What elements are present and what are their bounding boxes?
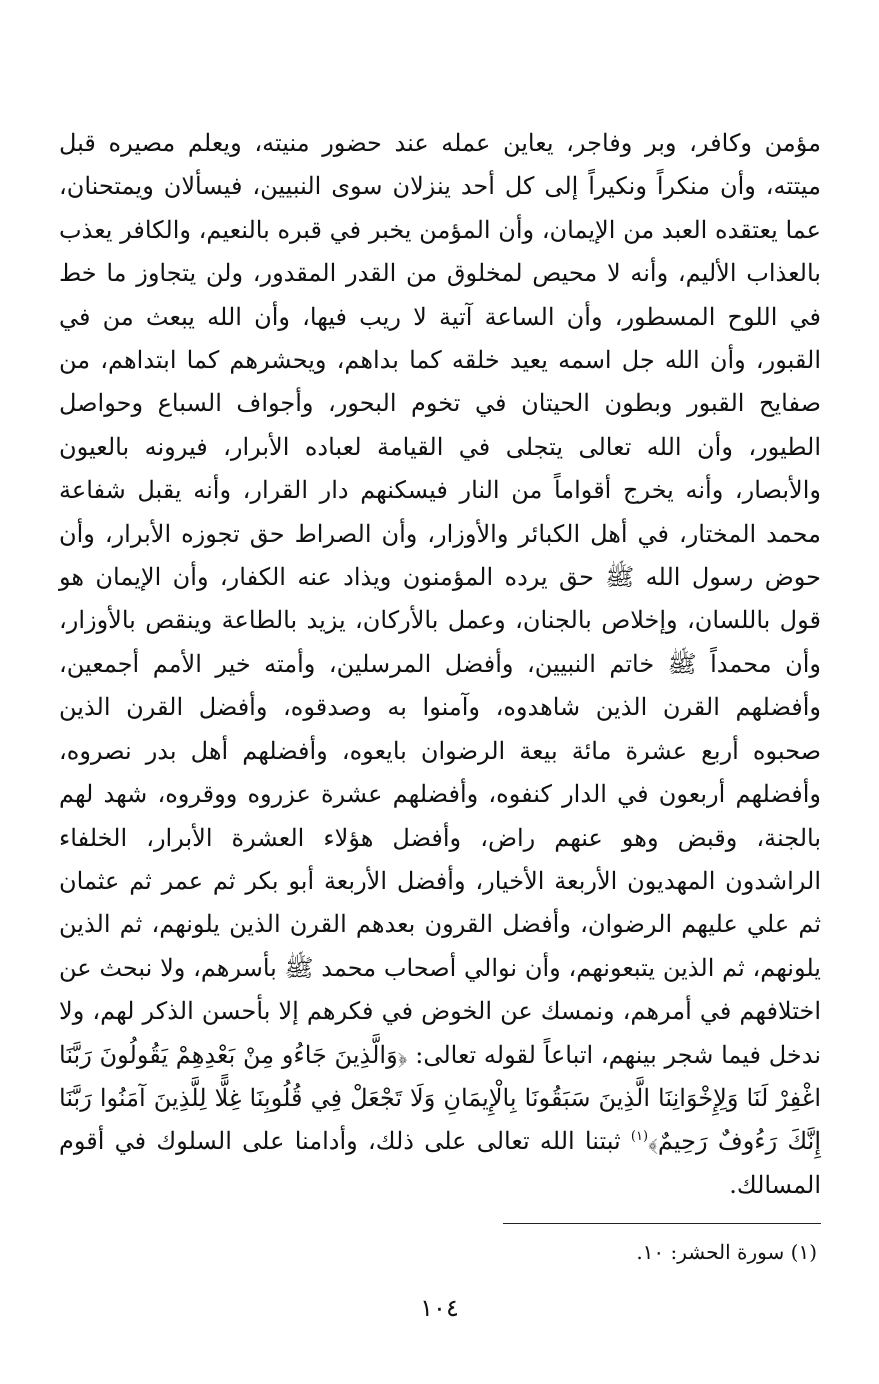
body-text-part-2: ثبتنا الله تعالى على ذلك، وأدامنا على السلوك في أقوم المسالك.: [59, 1127, 821, 1199]
quran-verse: ﴿وَالَّذِينَ جَاءُو مِنْ بَعْدِهِمْ يَقُولُونَ رَبَّنَا اغْفِرْ لَنَا وَلِإِخْوَانِنَا الَّذِينَ سَبَقُونَا بِالْإِيمَانِ وَلَا تَجْعَلْ فِي قُلُوبِنَا غِلًّا لِلَّذِينَ آمَنُوا رَبَّنَا إِنَّكَ رَءُوفٌ رَحِيمٌ﴾: [59, 1040, 822, 1156]
body-text: [59, 122, 821, 1207]
page-number: ١٠٤: [420, 1294, 459, 1322]
footnote-reference: (١): [630, 1129, 649, 1145]
footnote: (١) سورة الحشر: ١٠.: [636, 1240, 817, 1264]
footnote-divider: [503, 1223, 821, 1224]
body-text-part-1: مؤمن وكافر، وبر وفاجر، يعاين عمله عند حضور منيته، ويعلم مصيره قبل ميتته، وأن منكراً ونكيراً إلى كل أحد ينزلان سوى النبيين، فيسألان ويمتحنان، عما يعتقده العبد من الإيمان، وأن المؤمن يخبر في قبره بالنعيم، والكافر يعذب بالعذاب الأليم، وأنه لا محيص لمخلوق من القدر المقدور، ولن يتجاوز ما خط في اللوح المسطور، وأن الساعة آتية لا ريب فيها، وأن الله يبعث من في القبور، وأن الله جل اسمه يعيد خلقه كما بداهم، ويحشرهم كما ابتداهم، من صفايح القبور وبطون الحيتان في تخوم البحور، وأجواف السباع وحواصل الطيور، وأن الله تعالى يتجلى في القيامة لعباده الأبرار، فيرونه بالعيون والأبصار، وأنه يخرج أقواماً من النار فيسكنهم دار القرار، وأنه يقبل شفاعة محمد المختار، في أهل الكبائر والأوزار، وأن الصراط حق تجوزه الأبرار، وأن حوض رسول الله ﷺ حق يرده المؤمنون ويذاد عنه الكفار، وأن الإيمان هو قول باللسان، وإخلاص بالجنان، وعمل بالأركان، يزيد بالطاعة وينقص بالأوزار، وأن محمداً ﷺ خاتم النبيين، وأفضل المرسلين، وأمته خير الأمم أجمعين، وأفضلهم القرن الذين شاهدوه، وآمنوا به وصدقوه، وأفضل القرن الذين صحبوه أربع عشرة مائة بيعة الرضوان بايعوه، وأفضلهم أهل بدر نصروه، وأفضلهم أربعون في الدار كنفوه، وأفضلهم عشرة عزروه ووقروه، شهد لهم بالجنة، وقبض وهو عنهم راض، وأفضل هؤلاء العشرة الأبرار، الخلفاء الراشدون المهديون الأربعة الأخيار، وأفضل الأربعة أبو بكر ثم عمر ثم عثمان ثم علي عليهم الرضوان، وأفضل القرون بعدهم القرن الذين يلونهم، ثم الذين يلونهم، ثم الذين يتبعونهم، وأن نوالي أصحاب محمد ﷺ بأسرهم، ولا نبحث عن اختلافهم في أمرهم، ونمسك عن الخوض في فكرهم إلا بأحسن الذكر لهم، ولا ندخل فيما شجر بينهم، اتباعاً لقوله تعالى:: [59, 129, 821, 1069]
